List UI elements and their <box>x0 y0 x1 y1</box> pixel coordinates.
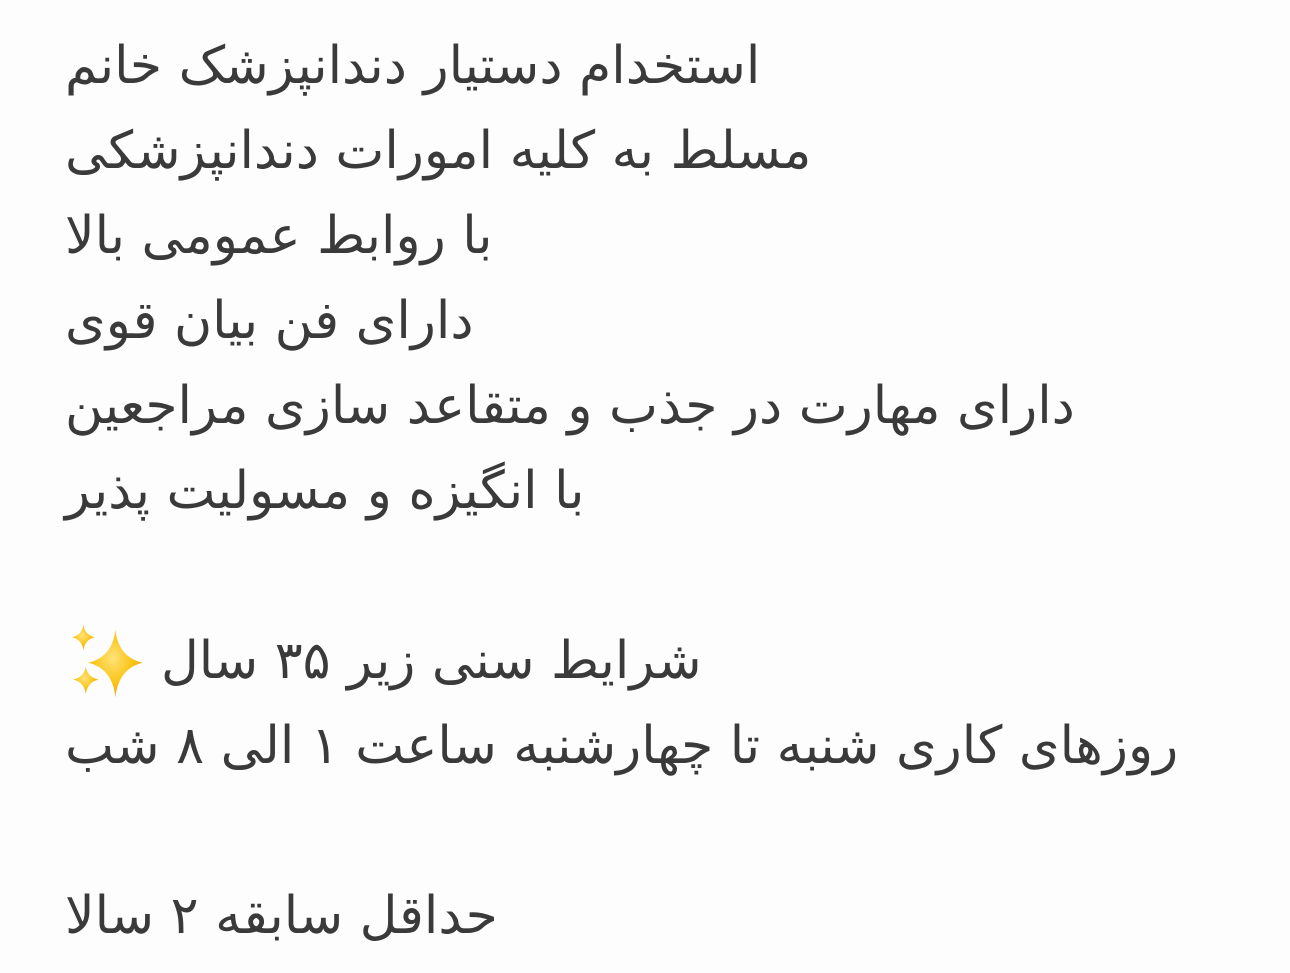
requirement-line-public-relations: با روابط عمومی بالا <box>65 206 493 266</box>
age-condition-line <box>65 619 1260 704</box>
blank-line <box>65 534 1260 619</box>
requirement-line-motivation: با انگیزه و مسولیت پذیر <box>65 461 585 521</box>
age-condition-text: شرایط سنی زیر ۳۵ سال <box>161 631 702 691</box>
working-hours-line: روزهای کاری شنبه تا چهارشنبه ساعت ۱ الی ۸ شب <box>65 716 1179 776</box>
experience-line: حداقل سابقه ۲ سالا <box>65 886 498 946</box>
blank-line <box>65 789 1260 874</box>
sparkles-icon <box>65 622 145 702</box>
requirement-line-dental-skills: مسلط به کلیه امورات دندانپزشکی <box>65 121 812 181</box>
requirement-line-persuasion-skills: دارای مهارت در جذب و متقاعد سازی مراجعین <box>65 376 1075 436</box>
job-title: استخدام دستیار دندانپزشک خانم <box>65 36 761 96</box>
requirement-line-speaking-skills: دارای فن بیان قوی <box>65 291 474 351</box>
